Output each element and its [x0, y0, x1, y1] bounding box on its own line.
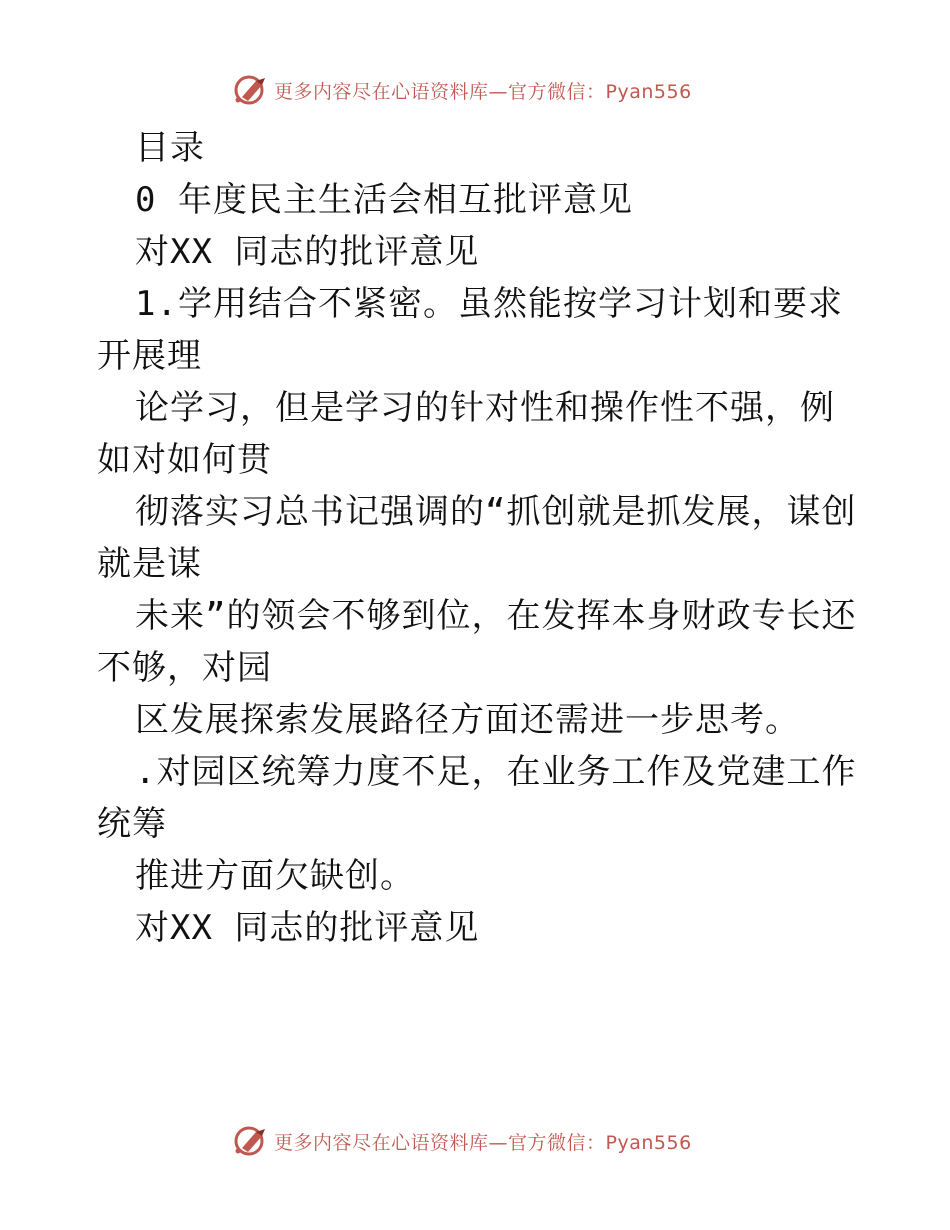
- body-paragraph: .对园区统筹力度不足，在业务工作及党建工作统筹: [97, 752, 857, 844]
- section-heading: 对XX 同志的批评意见: [135, 908, 480, 948]
- body-paragraph: 1.学用结合不紧密。虽然能按学习计划和要求开展理: [97, 284, 843, 376]
- document-body: [97, 122, 857, 954]
- body-paragraph: 论学习，但是学习的针对性和操作性不强，例如对如何贯: [97, 388, 835, 480]
- toc-heading: 目录: [135, 128, 205, 168]
- body-paragraph: 未来”的领会不够到位，在发挥本身财政专长还不够，对园: [97, 596, 857, 688]
- body-paragraph: 区发展探索发展路径方面还需进一步思考。: [135, 700, 800, 740]
- document-title: 0 年度民主生活会相互批评意见: [135, 180, 633, 220]
- header-watermark: [232, 72, 692, 108]
- watermark-text: 更多内容尽在心语资料库—官方微信：Pyan556: [274, 1131, 692, 1154]
- pen-nib-logo-icon: [232, 72, 270, 108]
- body-paragraph: 彻落实习总书记强调的“抓创就是抓发展，谋创就是谋: [97, 492, 857, 584]
- pen-nib-logo-icon: [232, 1123, 270, 1159]
- footer-watermark: [232, 1123, 692, 1159]
- section-heading: 对XX 同志的批评意见: [135, 232, 480, 272]
- body-paragraph: 推进方面欠缺创。: [135, 856, 415, 896]
- watermark-text: 更多内容尽在心语资料库—官方微信：Pyan556: [274, 80, 692, 103]
